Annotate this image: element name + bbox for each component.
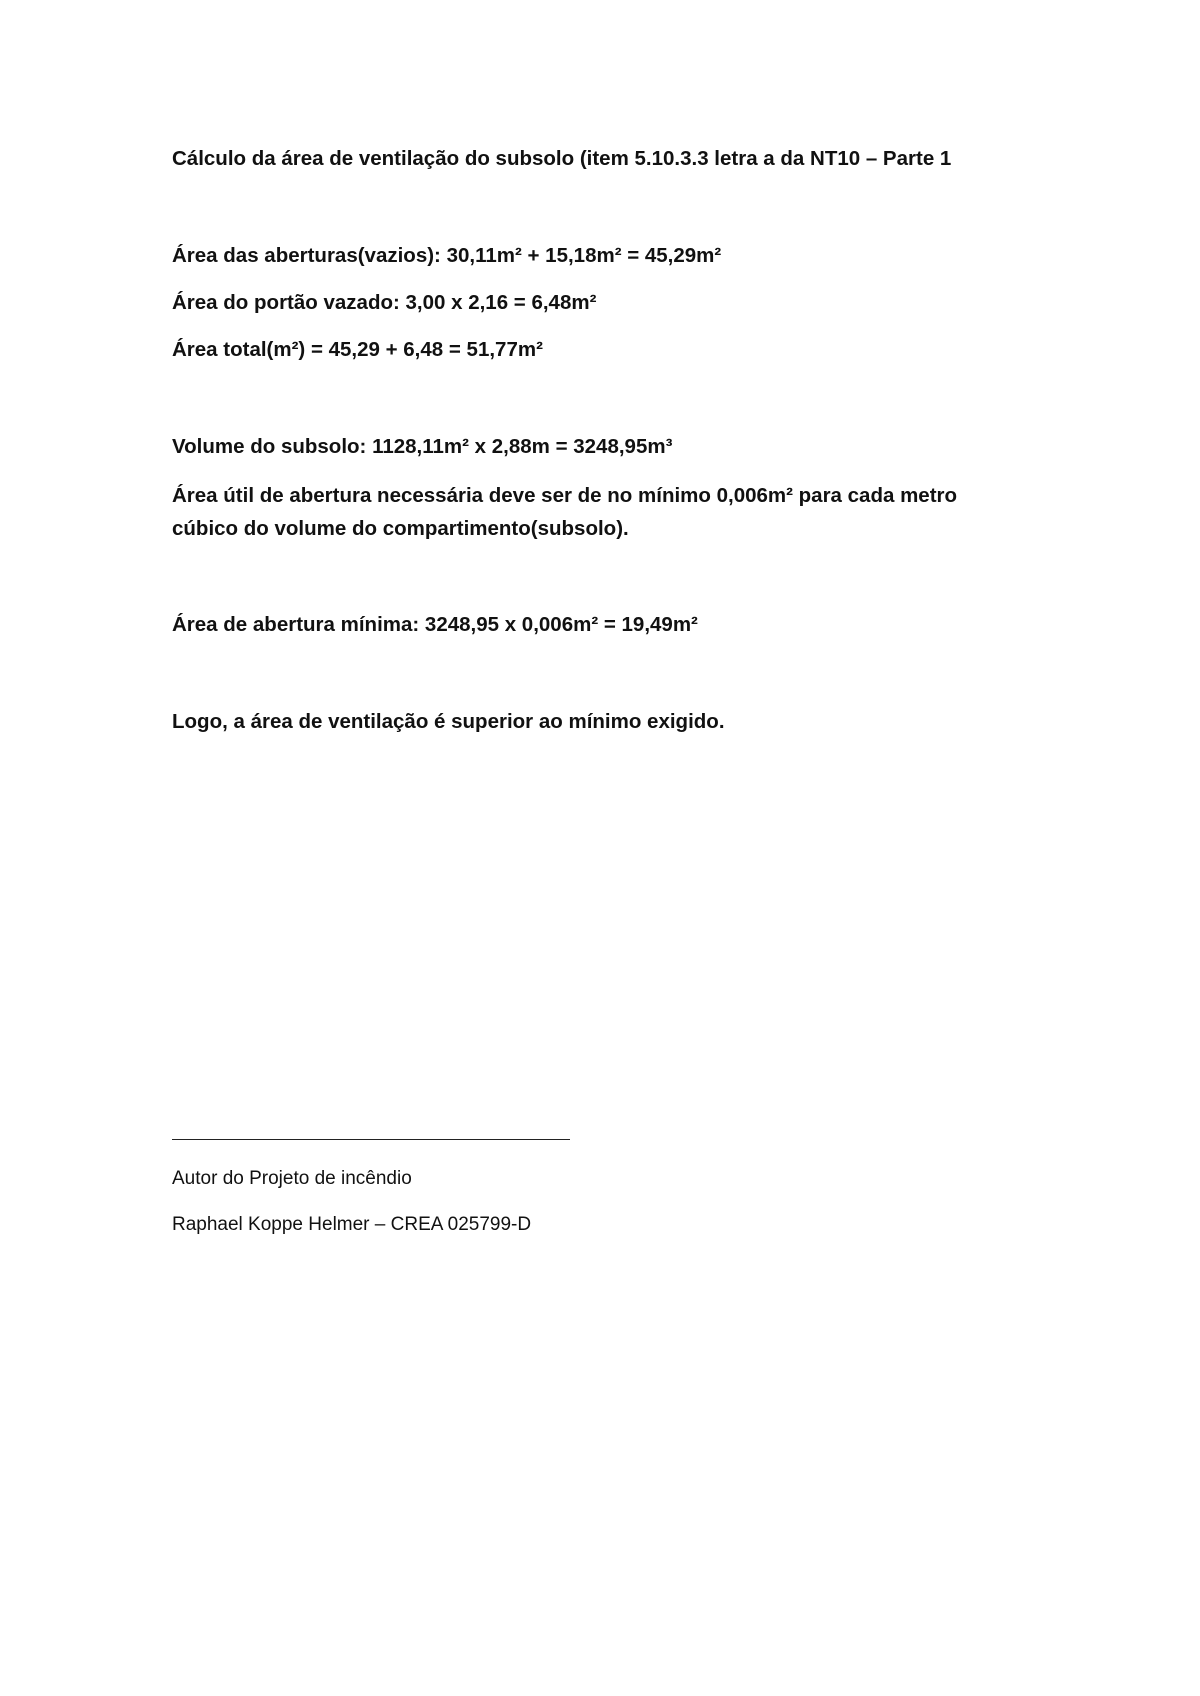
author-name: Raphael Koppe Helmer – CREA 025799-D xyxy=(172,1214,532,1235)
author-label: Autor do Projeto de incêndio xyxy=(172,1168,412,1189)
openings-area-line: Área das aberturas(vazios): 30,11m² + 15,18m² = 45,29m² xyxy=(172,244,722,267)
requirement-line-2: cúbico do volume do compartimento(subsolo). xyxy=(172,517,629,540)
signature-line xyxy=(172,1139,570,1140)
basement-volume-line: Volume do subsolo: 1128,11m² x 2,88m = 3248,95m³ xyxy=(172,435,673,458)
minimum-area-line: Área de abertura mínima: 3248,95 x 0,006m² = 19,49m² xyxy=(172,613,698,636)
document-title: Cálculo da área de ventilação do subsolo (item 5.10.3.3 letra a da NT10 – Parte 1 xyxy=(172,147,952,170)
gate-area-line: Área do portão vazado: 3,00 x 2,16 = 6,48m² xyxy=(172,291,597,314)
total-area-line: Área total(m²) = 45,29 + 6,48 = 51,77m² xyxy=(172,338,543,361)
requirement-line-1: Área útil de abertura necessária deve ser de no mínimo 0,006m² para cada metro xyxy=(172,484,958,507)
conclusion-line: Logo, a área de ventilação é superior ao mínimo exigido. xyxy=(172,710,725,733)
